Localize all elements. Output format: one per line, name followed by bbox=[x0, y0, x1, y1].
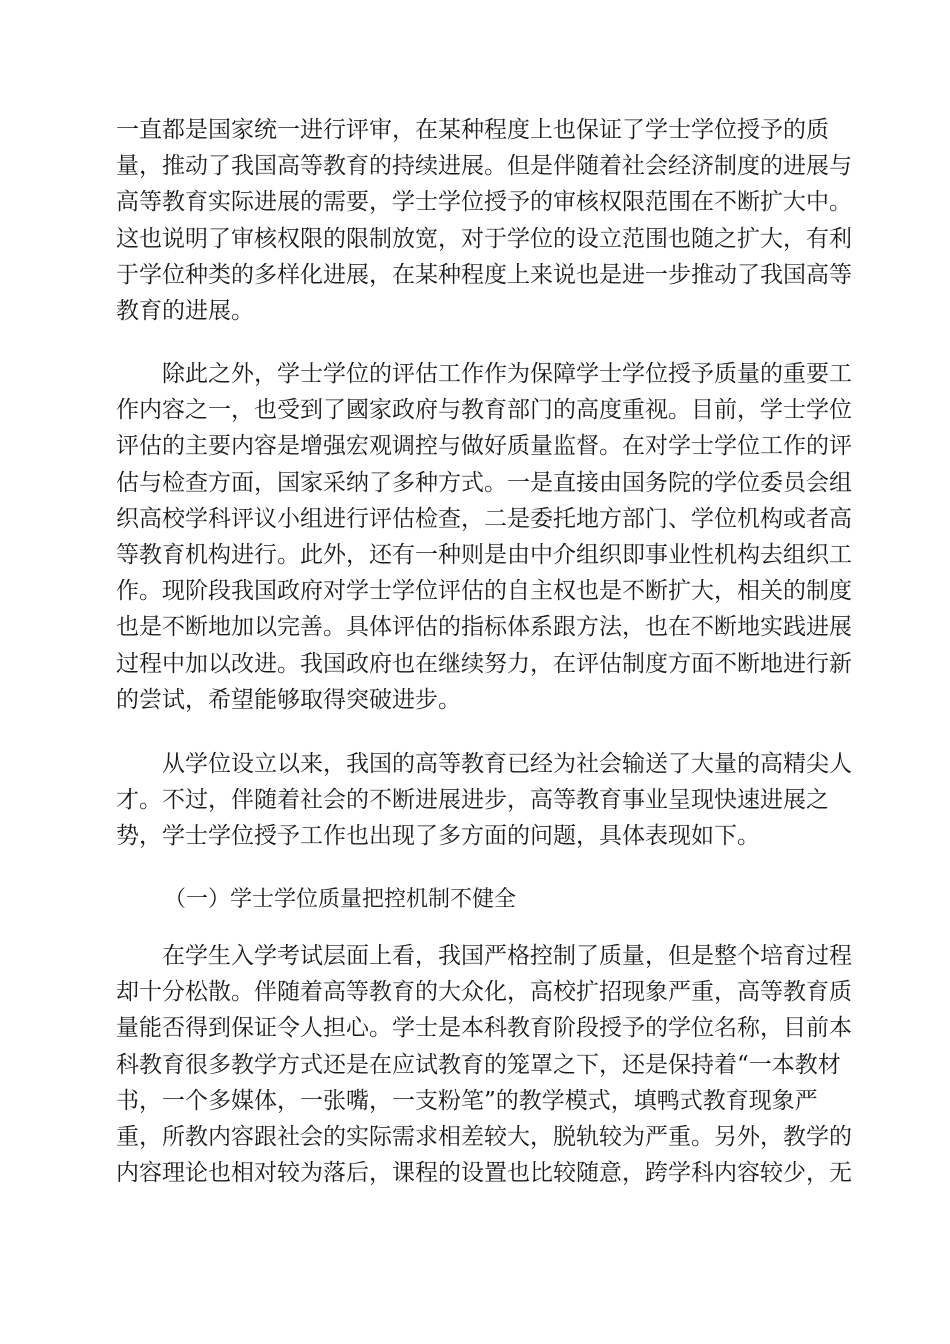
text-line: 一直都是国家统一进行评审，在某种程度上也保证了学士学位授予的质 bbox=[116, 117, 829, 143]
paragraph-1 bbox=[116, 112, 852, 329]
text-line: 作内容之一，也受到了國家政府与教育部门的高度重视。目前，学士学位 bbox=[116, 397, 852, 424]
text-line: 评估的主要内容是增强宏观调控与做好质量监督。在对学士学位工作的评 bbox=[116, 433, 852, 460]
text-line: 书，一个多媒体，一张嘴，一支粉笔”的教学模式，填鸭式教育现象严 bbox=[116, 1087, 818, 1114]
paragraph-4 bbox=[116, 938, 852, 1191]
text-line: 的尝试，希望能够取得突破进步。 bbox=[116, 686, 461, 713]
text-line: 过程中加以改进。我国政府也在继续努力，在评估制度方面不断地进行新 bbox=[116, 650, 852, 677]
text-line: 教育的进展。 bbox=[116, 297, 254, 324]
text-line: 在学生入学考试层面上看，我国严格控制了质量，但是整个培育过程 bbox=[116, 943, 852, 969]
text-line: 势，学士学位授予工作也出现了多方面的问题，具体表现如下。 bbox=[116, 823, 760, 850]
text-line: 科教育很多教学方式还是在应试教育的笼罩之下，还是保持着“一本教材 bbox=[116, 1051, 841, 1078]
section-heading: （一）学士学位质量把控机制不健全 bbox=[164, 887, 517, 912]
text-line: 估与检查方面，国家采纳了多种方式。一是直接由国务院的学位委员会组 bbox=[116, 469, 852, 496]
text-line: 从学位设立以来，我国的高等教育已经为社会输送了大量的高精尖人 bbox=[116, 751, 852, 777]
text-line: 内容理论也相对较为落后，课程的设置也比较随意，跨学科内容较少，无 bbox=[116, 1160, 852, 1187]
text-line: 却十分松散。伴随着高等教育的大众化，高校扩招现象严重，高等教育质 bbox=[116, 979, 852, 1006]
text-line: 这也说明了审核权限的限制放宽，对于学位的设立范围也随之扩大，有利 bbox=[116, 225, 852, 252]
paragraph-3 bbox=[116, 746, 852, 855]
text-line: 等教育机构进行。此外，还有一种则是由中介组织即事业性机构去组织工 bbox=[116, 541, 852, 568]
text-line: 高等教育实际进展的需要，学士学位授予的审核权限范围在不断扩大中。 bbox=[116, 189, 852, 216]
text-line: 于学位种类的多样化进展，在某种程度上来说也是进一步推动了我国高等 bbox=[116, 261, 852, 288]
text-line: 才。不过，伴随着社会的不断进展进步，高等教育事业呈现快速进展之 bbox=[116, 787, 829, 814]
text-line: 作。现阶段我国政府对学士学位评估的自主权也是不断扩大，相关的制度 bbox=[116, 578, 852, 605]
text-line: 也是不断地加以完善。具体评估的指标体系跟方法，也在不断地实践进展 bbox=[116, 614, 852, 641]
text-line: 织高校学科评议小组进行评估检查，二是委托地方部门、学位机构或者高 bbox=[116, 505, 852, 532]
text-line: 量，推动了我国高等教育的持续进展。但是伴随着社会经济制度的进展与 bbox=[116, 153, 852, 180]
text-line: 重，所教内容跟社会的实际需求相差较大，脱轨较为严重。另外，教学的 bbox=[116, 1123, 852, 1150]
text-line: 除此之外，学士学位的评估工作作为保障学士学位授予质量的重要工 bbox=[116, 361, 852, 387]
paragraph-2 bbox=[116, 356, 852, 718]
text-line: 量能否得到保证令人担心。学士是本科教育阶段授予的学位名称，目前本 bbox=[116, 1015, 852, 1042]
